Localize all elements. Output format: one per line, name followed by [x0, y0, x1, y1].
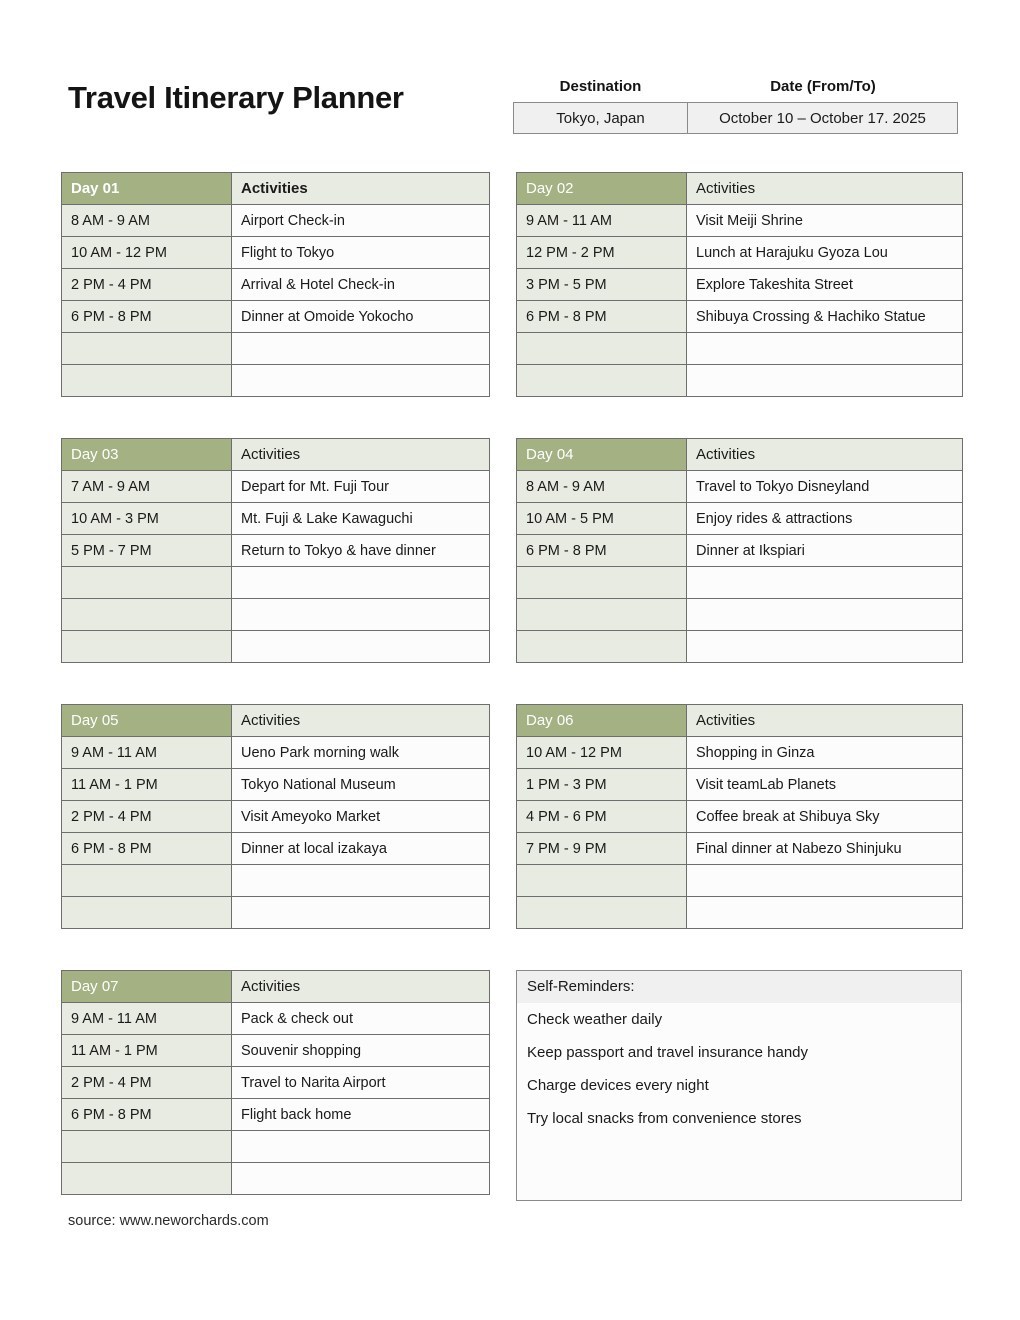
activity-cell[interactable] [687, 333, 963, 365]
table-row [517, 599, 963, 631]
time-cell[interactable]: 6 PM - 8 PM [62, 833, 232, 865]
activity-cell[interactable] [232, 365, 490, 397]
day-label-day01: Day 01 [62, 173, 232, 205]
time-cell[interactable] [517, 631, 687, 663]
reminder-item[interactable]: Charge devices every night [527, 1077, 709, 1094]
time-cell[interactable] [517, 865, 687, 897]
activity-cell[interactable]: Depart for Mt. Fuji Tour [232, 471, 490, 503]
day-header-row [62, 705, 490, 737]
day-label-day07: Day 07 [62, 971, 232, 1003]
table-row [517, 567, 963, 599]
activity-cell[interactable]: Airport Check-in [232, 205, 490, 237]
time-cell[interactable] [62, 1163, 232, 1195]
table-row [62, 1099, 490, 1131]
time-cell[interactable] [517, 599, 687, 631]
time-cell[interactable] [62, 599, 232, 631]
activity-cell[interactable] [232, 567, 490, 599]
activity-cell[interactable] [687, 599, 963, 631]
activity-cell[interactable]: Tokyo National Museum [232, 769, 490, 801]
table-row [517, 769, 963, 801]
activities-label-day02: Activities [687, 173, 963, 205]
day-table-day05 [61, 704, 490, 929]
table-row [517, 833, 963, 865]
time-cell[interactable]: 1 PM - 3 PM [517, 769, 687, 801]
table-row [62, 1131, 490, 1163]
table-row [62, 737, 490, 769]
table-row [517, 301, 963, 333]
reminder-item[interactable]: Try local snacks from convenience stores [527, 1110, 802, 1127]
activity-cell[interactable]: Travel to Narita Airport [232, 1067, 490, 1099]
table-row [62, 1163, 490, 1195]
activity-cell[interactable]: Return to Tokyo & have dinner [232, 535, 490, 567]
table-row [62, 535, 490, 567]
time-cell[interactable]: 3 PM - 5 PM [517, 269, 687, 301]
time-cell[interactable]: 5 PM - 7 PM [62, 535, 232, 567]
time-cell[interactable] [62, 897, 232, 929]
date-label: Date (From/To) [770, 78, 876, 95]
day-table-day01 [61, 172, 490, 397]
time-cell[interactable]: 8 AM - 9 AM [62, 205, 232, 237]
time-cell[interactable] [62, 567, 232, 599]
table-row [62, 567, 490, 599]
table-row [62, 897, 490, 929]
activity-cell[interactable]: Pack & check out [232, 1003, 490, 1035]
table-row [517, 471, 963, 503]
self-reminders-list [517, 1003, 961, 1135]
day-header-row [517, 439, 963, 471]
day-label-day02: Day 02 [517, 173, 687, 205]
day-label-day04: Day 04 [517, 439, 687, 471]
activity-cell[interactable]: Dinner at local izakaya [232, 833, 490, 865]
time-cell[interactable] [517, 333, 687, 365]
table-row [62, 833, 490, 865]
table-row [517, 631, 963, 663]
day-header-row [517, 173, 963, 205]
reminder-item[interactable]: Keep passport and travel insurance handy [527, 1044, 809, 1061]
page-title: Travel Itinerary Planner [68, 80, 404, 115]
day-header-row [62, 173, 490, 205]
activity-cell[interactable] [232, 897, 490, 929]
time-cell[interactable]: 2 PM - 4 PM [62, 269, 232, 301]
day-table-day07 [61, 970, 490, 1195]
activity-cell[interactable]: Shopping in Ginza [687, 737, 963, 769]
time-cell[interactable]: 10 AM - 5 PM [517, 503, 687, 535]
table-row [62, 1003, 490, 1035]
activity-cell[interactable]: Lunch at Harajuku Gyoza Lou [687, 237, 963, 269]
activity-cell[interactable]: Explore Takeshita Street [687, 269, 963, 301]
table-row [62, 769, 490, 801]
activity-cell[interactable]: Dinner at Ikspiari [687, 535, 963, 567]
destination-value[interactable]: Tokyo, Japan [514, 103, 688, 133]
table-row [62, 865, 490, 897]
time-cell[interactable]: 10 AM - 12 PM [517, 737, 687, 769]
day-table-day06 [516, 704, 963, 929]
date-value[interactable]: October 10 – October 17. 2025 [719, 109, 926, 127]
time-cell[interactable]: 7 PM - 9 PM [517, 833, 687, 865]
time-cell[interactable]: 6 PM - 8 PM [62, 301, 232, 333]
day-label-day06: Day 06 [517, 705, 687, 737]
time-cell[interactable] [517, 897, 687, 929]
time-cell[interactable]: 6 PM - 8 PM [62, 1099, 232, 1131]
day-table-day02 [516, 172, 963, 397]
activity-cell[interactable]: Visit Meiji Shrine [687, 205, 963, 237]
time-cell[interactable]: 8 AM - 9 AM [517, 471, 687, 503]
table-row [517, 503, 963, 535]
table-row [517, 737, 963, 769]
activity-cell[interactable] [232, 333, 490, 365]
table-row [517, 897, 963, 929]
table-row [62, 599, 490, 631]
activities-label-day01: Activities [232, 173, 490, 205]
time-cell[interactable] [62, 631, 232, 663]
activity-cell[interactable] [687, 365, 963, 397]
activity-cell[interactable] [232, 631, 490, 663]
time-cell[interactable]: 11 AM - 1 PM [62, 1035, 232, 1067]
time-cell[interactable] [62, 865, 232, 897]
activity-cell[interactable]: Shibuya Crossing & Hachiko Statue [687, 301, 963, 333]
day-label-day05: Day 05 [62, 705, 232, 737]
self-reminders-box [516, 970, 962, 1201]
table-row [517, 237, 963, 269]
table-row [517, 865, 963, 897]
table-row [62, 631, 490, 663]
table-row [62, 205, 490, 237]
activity-cell[interactable]: Flight to Tokyo [232, 237, 490, 269]
activities-label-day04: Activities [687, 439, 963, 471]
activity-cell[interactable]: Visit teamLab Planets [687, 769, 963, 801]
time-cell[interactable]: 11 AM - 1 PM [62, 769, 232, 801]
table-row [517, 205, 963, 237]
time-cell[interactable] [517, 365, 687, 397]
table-row [517, 269, 963, 301]
table-row [62, 1067, 490, 1099]
time-cell[interactable]: 9 AM - 11 AM [62, 1003, 232, 1035]
source-credit: source: www.neworchards.com [68, 1213, 269, 1229]
day-header-row [62, 971, 490, 1003]
activity-cell[interactable]: Coffee break at Shibuya Sky [687, 801, 963, 833]
table-row [517, 333, 963, 365]
time-cell[interactable]: 12 PM - 2 PM [517, 237, 687, 269]
trip-meta-labels [513, 78, 958, 102]
day-header-row [517, 705, 963, 737]
table-row [62, 1035, 490, 1067]
time-cell[interactable]: 2 PM - 4 PM [62, 1067, 232, 1099]
table-row [62, 365, 490, 397]
time-cell[interactable] [62, 365, 232, 397]
table-row [62, 269, 490, 301]
activity-cell[interactable]: Enjoy rides & attractions [687, 503, 963, 535]
time-cell[interactable] [62, 1131, 232, 1163]
time-cell[interactable]: 6 PM - 8 PM [517, 301, 687, 333]
activity-cell[interactable]: Ueno Park morning walk [232, 737, 490, 769]
time-cell[interactable] [62, 333, 232, 365]
time-cell[interactable]: 2 PM - 4 PM [62, 801, 232, 833]
destination-label: Destination [559, 78, 642, 95]
activity-cell[interactable]: Visit Ameyoko Market [232, 801, 490, 833]
table-row [62, 471, 490, 503]
time-cell[interactable]: 6 PM - 8 PM [517, 535, 687, 567]
activity-cell[interactable] [232, 599, 490, 631]
table-row [62, 301, 490, 333]
trip-meta-table [513, 102, 958, 134]
table-row [62, 503, 490, 535]
activity-cell[interactable]: Travel to Tokyo Disneyland [687, 471, 963, 503]
time-cell[interactable]: 10 AM - 3 PM [62, 503, 232, 535]
table-row [62, 801, 490, 833]
activity-cell[interactable]: Dinner at Omoide Yokocho [232, 301, 490, 333]
activity-cell[interactable] [687, 865, 963, 897]
time-cell[interactable]: 9 AM - 11 AM [517, 205, 687, 237]
activity-cell[interactable]: Souvenir shopping [232, 1035, 490, 1067]
table-row [517, 801, 963, 833]
table-row [62, 333, 490, 365]
activity-cell[interactable]: Flight back home [232, 1099, 490, 1131]
activity-cell[interactable] [232, 1163, 490, 1195]
day-table-day04 [516, 438, 963, 663]
activities-label-day03: Activities [232, 439, 490, 471]
self-reminders-heading: Self-Reminders: [517, 971, 961, 1003]
activity-cell[interactable]: Mt. Fuji & Lake Kawaguchi [232, 503, 490, 535]
day-table-day03 [61, 438, 490, 663]
time-cell[interactable] [517, 567, 687, 599]
activity-cell[interactable] [687, 567, 963, 599]
time-cell[interactable]: 7 AM - 9 AM [62, 471, 232, 503]
activity-cell[interactable]: Arrival & Hotel Check-in [232, 269, 490, 301]
activity-cell[interactable] [687, 897, 963, 929]
time-cell[interactable]: 4 PM - 6 PM [517, 801, 687, 833]
table-row [62, 237, 490, 269]
activities-label-day05: Activities [232, 705, 490, 737]
time-cell[interactable]: 10 AM - 12 PM [62, 237, 232, 269]
reminder-item[interactable]: Check weather daily [527, 1011, 663, 1028]
table-row [517, 535, 963, 567]
activity-cell[interactable] [232, 1131, 490, 1163]
trip-meta-block [513, 78, 958, 134]
time-cell[interactable]: 9 AM - 11 AM [62, 737, 232, 769]
day-label-day03: Day 03 [62, 439, 232, 471]
day-header-row [62, 439, 490, 471]
activity-cell[interactable] [687, 631, 963, 663]
table-row [517, 365, 963, 397]
activities-label-day06: Activities [687, 705, 963, 737]
activities-label-day07: Activities [232, 971, 490, 1003]
activity-cell[interactable] [232, 865, 490, 897]
activity-cell[interactable]: Final dinner at Nabezo Shinjuku [687, 833, 963, 865]
